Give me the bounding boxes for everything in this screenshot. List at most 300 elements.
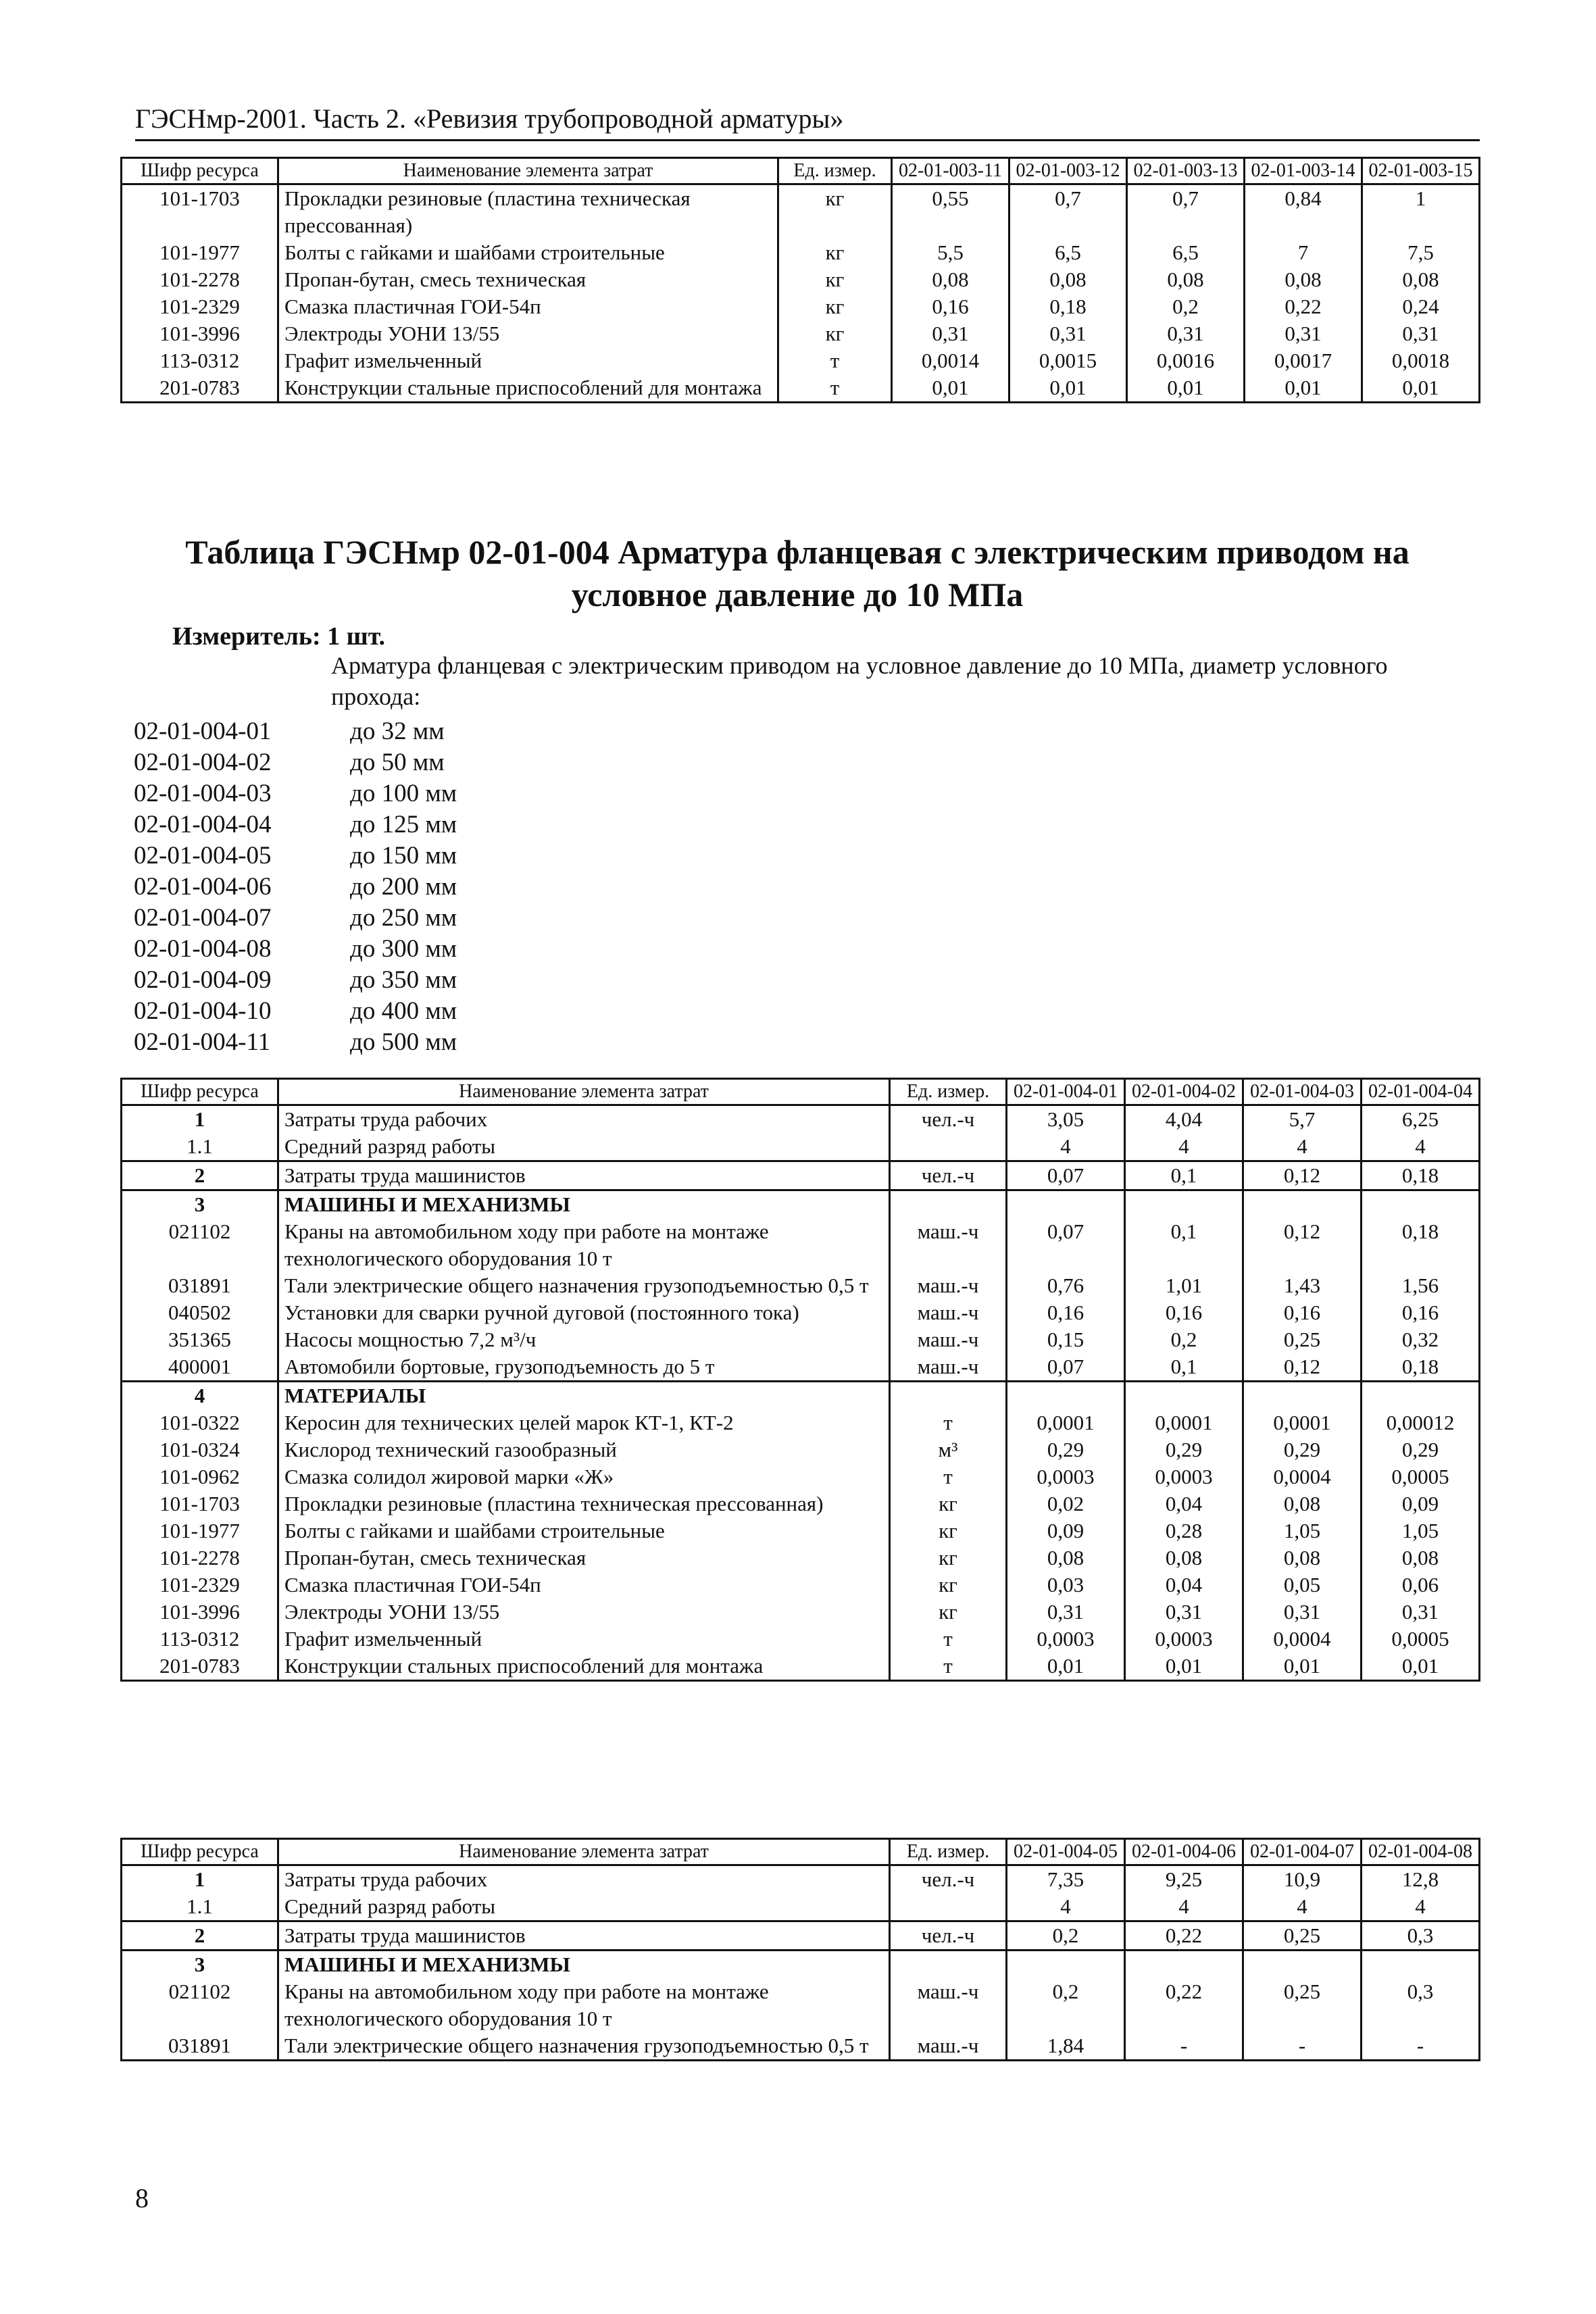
cost-value: 0,18 bbox=[1362, 1353, 1480, 1382]
table-row bbox=[122, 1490, 1480, 1517]
cost-element-name: Затраты труда рабочих bbox=[278, 1865, 890, 1894]
table-row bbox=[122, 1326, 1480, 1353]
cost-element-name: Болты с гайками и шайбами строительные bbox=[278, 1517, 890, 1544]
unit-of-measure: т bbox=[890, 1463, 1007, 1490]
cost-value: 0,3 bbox=[1362, 1921, 1480, 1951]
cost-value: 0,08 bbox=[1007, 1544, 1125, 1571]
cost-value bbox=[1125, 1951, 1243, 1979]
unit-of-measure bbox=[890, 1133, 1007, 1161]
resource-code: 400001 bbox=[122, 1353, 278, 1382]
cost-table-004-part1 bbox=[120, 1078, 1480, 1682]
variant-diameter: до 100 мм bbox=[350, 780, 457, 807]
variant-item bbox=[134, 809, 457, 840]
cost-value: 4 bbox=[1362, 1893, 1480, 1921]
unit-of-measure: маш.-ч bbox=[890, 1326, 1007, 1353]
section-row bbox=[122, 1951, 1480, 1979]
cost-value: 0,0016 bbox=[1127, 347, 1245, 374]
resource-code: 101-2278 bbox=[122, 266, 278, 293]
unit-of-measure: кг bbox=[778, 184, 892, 240]
resource-code: 4 bbox=[122, 1382, 278, 1410]
header-row bbox=[122, 1839, 1480, 1865]
cost-value: 0,08 bbox=[1243, 1544, 1362, 1571]
cost-value: 0,32 bbox=[1362, 1326, 1480, 1353]
cost-value: 0,01 bbox=[1125, 1653, 1243, 1681]
cost-value: - bbox=[1362, 2032, 1480, 2061]
cost-value: 0,2 bbox=[1127, 293, 1245, 320]
table-row bbox=[122, 374, 1480, 403]
table-row bbox=[122, 1105, 1480, 1134]
measure-unit: Измеритель: 1 шт. bbox=[172, 622, 386, 651]
cost-value: 4 bbox=[1243, 1133, 1362, 1161]
resource-code: 1 bbox=[122, 1105, 278, 1134]
variant-item bbox=[134, 747, 457, 778]
cost-value bbox=[1243, 1951, 1362, 1979]
cost-value: 4 bbox=[1007, 1893, 1125, 1921]
cost-value: 0,18 bbox=[1362, 1218, 1480, 1272]
variant-code: 02-01-004-08 bbox=[134, 935, 272, 963]
resource-code: 040502 bbox=[122, 1299, 278, 1326]
cost-value: 6,5 bbox=[1009, 239, 1127, 266]
table-row bbox=[122, 1353, 1480, 1382]
cost-value: 0,2 bbox=[1007, 1978, 1125, 2032]
cost-value: 0,0004 bbox=[1243, 1463, 1362, 1490]
table-row bbox=[122, 1409, 1480, 1436]
unit-of-measure bbox=[890, 1382, 1007, 1410]
variant-code: 02-01-004-07 bbox=[134, 904, 272, 932]
unit-of-measure: т bbox=[778, 347, 892, 374]
cost-element-name: Смазка солидол жировой марки «Ж» bbox=[278, 1463, 890, 1490]
col-header-name: Наименование элемента затрат bbox=[278, 158, 778, 184]
unit-of-measure: т bbox=[890, 1409, 1007, 1436]
table-row bbox=[122, 1161, 1480, 1190]
unit-of-measure: т bbox=[890, 1626, 1007, 1653]
resource-code: 113-0312 bbox=[122, 1626, 278, 1653]
cost-value: 0,3 bbox=[1362, 1978, 1480, 2032]
cost-value: 0,04 bbox=[1125, 1571, 1243, 1599]
running-header: ГЭСНмр-2001. Часть 2. «Ревизия трубопроводной арматуры» bbox=[135, 101, 1480, 141]
unit-of-measure bbox=[890, 1893, 1007, 1921]
cost-value: 5,5 bbox=[892, 239, 1009, 266]
cost-value: 0,29 bbox=[1007, 1436, 1125, 1463]
cost-value: 0,08 bbox=[1362, 266, 1480, 293]
cost-value: 0,01 bbox=[1243, 1653, 1362, 1681]
col-header-variant: 02-01-004-06 bbox=[1125, 1839, 1243, 1865]
cost-value: 0,31 bbox=[1245, 320, 1362, 347]
cost-value: 10,9 bbox=[1243, 1865, 1362, 1894]
col-header-code: Шифр ресурса bbox=[122, 1839, 278, 1865]
cost-value: 0,29 bbox=[1243, 1436, 1362, 1463]
variant-code: 02-01-004-05 bbox=[134, 842, 272, 870]
cost-value: 0,0001 bbox=[1243, 1409, 1362, 1436]
unit-of-measure: кг bbox=[778, 320, 892, 347]
cost-value: 0,08 bbox=[1009, 266, 1127, 293]
variant-diameter: до 200 мм bbox=[350, 873, 457, 901]
cost-value: 0,08 bbox=[1127, 266, 1245, 293]
col-header-variant: 02-01-003-13 bbox=[1127, 158, 1245, 184]
unit-of-measure: маш.-ч bbox=[890, 2032, 1007, 2061]
cost-value: 0,55 bbox=[892, 184, 1009, 240]
table-head bbox=[122, 158, 1480, 184]
unit-of-measure: кг bbox=[890, 1599, 1007, 1626]
cost-value: 0,07 bbox=[1007, 1218, 1125, 1272]
variant-item bbox=[134, 934, 457, 965]
variant-code: 02-01-004-06 bbox=[134, 873, 272, 901]
cost-value: - bbox=[1125, 2032, 1243, 2061]
cost-value: 0,25 bbox=[1243, 1978, 1362, 2032]
cost-value: 0,22 bbox=[1245, 293, 1362, 320]
cost-value: 0,0001 bbox=[1125, 1409, 1243, 1436]
col-header-variant: 02-01-004-03 bbox=[1243, 1079, 1362, 1105]
cost-value: 0,08 bbox=[1125, 1544, 1243, 1571]
table-body bbox=[122, 1105, 1480, 1681]
cost-value: 3,05 bbox=[1007, 1105, 1125, 1134]
unit-of-measure: кг bbox=[778, 293, 892, 320]
cost-value: 0,04 bbox=[1125, 1490, 1243, 1517]
cost-value: 0,16 bbox=[1125, 1299, 1243, 1326]
unit-of-measure bbox=[890, 1951, 1007, 1979]
section-row bbox=[122, 1190, 1480, 1219]
unit-of-measure: маш.-ч bbox=[890, 1272, 1007, 1299]
cost-value: 0,08 bbox=[1362, 1544, 1480, 1571]
cost-value: 4 bbox=[1125, 1893, 1243, 1921]
unit-of-measure: кг bbox=[778, 239, 892, 266]
cost-element-name: Тали электрические общего назначения грузоподъемностью 0,5 т bbox=[278, 2032, 890, 2061]
cost-value: 0,28 bbox=[1125, 1517, 1243, 1544]
cost-value: 0,31 bbox=[892, 320, 1009, 347]
variant-item bbox=[134, 1027, 457, 1058]
col-header-code: Шифр ресурса bbox=[122, 1079, 278, 1105]
table-row bbox=[122, 1299, 1480, 1326]
cost-value: 0,1 bbox=[1125, 1161, 1243, 1190]
cost-value bbox=[1362, 1190, 1480, 1219]
cost-value bbox=[1007, 1190, 1125, 1219]
unit-of-measure: маш.-ч bbox=[890, 1218, 1007, 1272]
resource-code: 113-0312 bbox=[122, 347, 278, 374]
cost-value: 0,16 bbox=[892, 293, 1009, 320]
cost-value: 0,0004 bbox=[1243, 1626, 1362, 1653]
cost-value: 0,08 bbox=[892, 266, 1009, 293]
cost-value: 0,0003 bbox=[1007, 1626, 1125, 1653]
cost-value: 0,07 bbox=[1007, 1161, 1125, 1190]
resource-code: 3 bbox=[122, 1190, 278, 1219]
cost-value: 0,01 bbox=[1007, 1653, 1125, 1681]
cost-value: 7,35 bbox=[1007, 1865, 1125, 1894]
header-row bbox=[122, 158, 1480, 184]
variant-diameter: до 50 мм bbox=[350, 749, 445, 776]
cost-element-name: Затраты труда машинистов bbox=[278, 1161, 890, 1190]
table-row bbox=[122, 1133, 1480, 1161]
resource-code: 101-0324 bbox=[122, 1436, 278, 1463]
cost-value: 0,01 bbox=[1127, 374, 1245, 403]
table-body bbox=[122, 184, 1480, 403]
resource-code: 1.1 bbox=[122, 1133, 278, 1161]
cost-element-name: Автомобили бортовые, грузоподъемность до 5 т bbox=[278, 1353, 890, 1382]
col-header-variant: 02-01-003-15 bbox=[1362, 158, 1480, 184]
cost-element-name: МАТЕРИАЛЫ bbox=[278, 1382, 890, 1410]
col-header-unit: Ед. измер. bbox=[778, 158, 892, 184]
unit-of-measure: кг bbox=[890, 1517, 1007, 1544]
unit-of-measure: чел.-ч bbox=[890, 1921, 1007, 1951]
cost-value: 0,0018 bbox=[1362, 347, 1480, 374]
cost-table-004-part2 bbox=[120, 1838, 1480, 2061]
unit-of-measure: т bbox=[890, 1653, 1007, 1681]
cost-element-name: Графит измельченный bbox=[278, 347, 778, 374]
cost-element-name: Затраты труда машинистов bbox=[278, 1921, 890, 1951]
cost-element-name: Краны на автомобильном ходу при работе на монтаже технологического оборудования 10 т bbox=[278, 1978, 890, 2032]
variant-item bbox=[134, 716, 457, 747]
cost-value: 0,2 bbox=[1007, 1921, 1125, 1951]
cost-element-name: Смазка пластичная ГОИ-54п bbox=[278, 1571, 890, 1599]
cost-element-name: Насосы мощностью 7,2 м³/ч bbox=[278, 1326, 890, 1353]
cost-value: 0,08 bbox=[1243, 1490, 1362, 1517]
cost-value: 0,18 bbox=[1362, 1161, 1480, 1190]
cost-value: 0,01 bbox=[1009, 374, 1127, 403]
cost-element-name: Конструкции стальных приспособлений для монтажа bbox=[278, 1653, 890, 1681]
variant-diameter: до 32 мм bbox=[350, 718, 445, 745]
cost-value: 0,01 bbox=[1245, 374, 1362, 403]
table-row bbox=[122, 1272, 1480, 1299]
cost-value: 0,03 bbox=[1007, 1571, 1125, 1599]
table-body bbox=[122, 1865, 1480, 2061]
unit-of-measure: кг bbox=[890, 1571, 1007, 1599]
cost-element-name: Пропан-бутан, смесь техническая bbox=[278, 266, 778, 293]
cost-element-name: Установки для сварки ручной дуговой (постоянного тока) bbox=[278, 1299, 890, 1326]
cost-value: 1,84 bbox=[1007, 2032, 1125, 2061]
resource-code: 101-1977 bbox=[122, 1517, 278, 1544]
page-number: 8 bbox=[135, 2183, 149, 2213]
table-row bbox=[122, 1436, 1480, 1463]
resource-code: 1 bbox=[122, 1865, 278, 1894]
variant-code: 02-01-004-10 bbox=[134, 997, 272, 1025]
cost-value bbox=[1243, 1382, 1362, 1410]
cost-value: 0,7 bbox=[1009, 184, 1127, 240]
col-header-variant: 02-01-003-11 bbox=[892, 158, 1009, 184]
table-row bbox=[122, 1978, 1480, 2032]
col-header-unit: Ед. измер. bbox=[890, 1079, 1007, 1105]
cost-element-name: Конструкции стальные приспособлений для монтажа bbox=[278, 374, 778, 403]
variant-code: 02-01-004-04 bbox=[134, 811, 272, 838]
cost-element-name: Краны на автомобильном ходу при работе на монтаже технологического оборудования 10 т bbox=[278, 1218, 890, 1272]
cost-value: 1,01 bbox=[1125, 1272, 1243, 1299]
cost-value: 5,7 bbox=[1243, 1105, 1362, 1134]
cost-value: 0,24 bbox=[1362, 293, 1480, 320]
cost-value: 0,12 bbox=[1243, 1218, 1362, 1272]
variant-diameter: до 150 мм bbox=[350, 842, 457, 870]
cost-value: 0,1 bbox=[1125, 1218, 1243, 1272]
cost-value: 0,0003 bbox=[1007, 1463, 1125, 1490]
resource-code: 031891 bbox=[122, 1272, 278, 1299]
cost-value: 7,5 bbox=[1362, 239, 1480, 266]
resource-code: 351365 bbox=[122, 1326, 278, 1353]
table-row bbox=[122, 1218, 1480, 1272]
cost-value bbox=[1362, 1382, 1480, 1410]
cost-value: 0,06 bbox=[1362, 1571, 1480, 1599]
cost-value: 0,07 bbox=[1007, 1353, 1125, 1382]
table-row bbox=[122, 347, 1480, 374]
table-row bbox=[122, 293, 1480, 320]
cost-value: 1,56 bbox=[1362, 1272, 1480, 1299]
cost-value: 0,16 bbox=[1007, 1299, 1125, 1326]
cost-value: 0,0005 bbox=[1362, 1626, 1480, 1653]
cost-value: 1,43 bbox=[1243, 1272, 1362, 1299]
col-header-code: Шифр ресурса bbox=[122, 158, 278, 184]
variant-diameter: до 250 мм bbox=[350, 904, 457, 932]
variant-code: 02-01-004-01 bbox=[134, 718, 272, 745]
cost-value: 4,04 bbox=[1125, 1105, 1243, 1134]
cost-value bbox=[1007, 1951, 1125, 1979]
cost-element-name: Электроды УОНИ 13/55 bbox=[278, 1599, 890, 1626]
resource-code: 101-2329 bbox=[122, 1571, 278, 1599]
cost-value: 0,25 bbox=[1243, 1326, 1362, 1353]
table-row bbox=[122, 1544, 1480, 1571]
cost-value: 0,12 bbox=[1243, 1353, 1362, 1382]
cost-value: 0,76 bbox=[1007, 1272, 1125, 1299]
cost-value: 0,31 bbox=[1127, 320, 1245, 347]
cost-value: 7 bbox=[1245, 239, 1362, 266]
cost-element-name: Кислород технический газообразный bbox=[278, 1436, 890, 1463]
col-header-unit: Ед. измер. bbox=[890, 1839, 1007, 1865]
cost-value: 0,09 bbox=[1007, 1517, 1125, 1544]
unit-of-measure: маш.-ч bbox=[890, 1299, 1007, 1326]
resource-code: 021102 bbox=[122, 1218, 278, 1272]
variant-item bbox=[134, 778, 457, 809]
unit-of-measure: маш.-ч bbox=[890, 1353, 1007, 1382]
unit-of-measure: маш.-ч bbox=[890, 1978, 1007, 2032]
resource-code: 201-0783 bbox=[122, 374, 278, 403]
cost-value: 4 bbox=[1007, 1133, 1125, 1161]
cost-value: 4 bbox=[1125, 1133, 1243, 1161]
cost-element-name: МАШИНЫ И МЕХАНИЗМЫ bbox=[278, 1190, 890, 1219]
cost-value: 0,05 bbox=[1243, 1571, 1362, 1599]
resource-code: 101-0322 bbox=[122, 1409, 278, 1436]
cost-element-name: Прокладки резиновые (пластина техническая прессованная) bbox=[278, 184, 778, 240]
cost-value: 0,18 bbox=[1009, 293, 1127, 320]
cost-value: 4 bbox=[1362, 1133, 1480, 1161]
resource-code: 101-1977 bbox=[122, 239, 278, 266]
variant-code: 02-01-004-09 bbox=[134, 966, 272, 994]
variant-item bbox=[134, 996, 457, 1027]
unit-of-measure: кг bbox=[890, 1544, 1007, 1571]
table-row bbox=[122, 1865, 1480, 1894]
resource-code: 021102 bbox=[122, 1978, 278, 2032]
cost-value: 0,16 bbox=[1362, 1299, 1480, 1326]
resource-code: 031891 bbox=[122, 2032, 278, 2061]
cost-element-name: Тали электрические общего назначения грузоподъемностью 0,5 т bbox=[278, 1272, 890, 1299]
cost-element-name: Болты с гайками и шайбами строительные bbox=[278, 239, 778, 266]
unit-of-measure: кг bbox=[778, 266, 892, 293]
col-header-variant: 02-01-004-07 bbox=[1243, 1839, 1362, 1865]
table-row bbox=[122, 1463, 1480, 1490]
table-row bbox=[122, 1571, 1480, 1599]
cost-value: 0,02 bbox=[1007, 1490, 1125, 1517]
unit-of-measure: чел.-ч bbox=[890, 1105, 1007, 1134]
cost-value: 1,05 bbox=[1243, 1517, 1362, 1544]
col-header-variant: 02-01-004-01 bbox=[1007, 1079, 1125, 1105]
variant-code: 02-01-004-11 bbox=[134, 1028, 271, 1056]
variant-code: 02-01-004-03 bbox=[134, 780, 272, 807]
cost-value: 0,0001 bbox=[1007, 1409, 1125, 1436]
resource-code: 201-0783 bbox=[122, 1653, 278, 1681]
col-header-name: Наименование элемента затрат bbox=[278, 1079, 890, 1105]
col-header-name: Наименование элемента затрат bbox=[278, 1839, 890, 1865]
cost-value: 0,22 bbox=[1125, 1978, 1243, 2032]
cost-value: 4 bbox=[1243, 1893, 1362, 1921]
variant-diameter: до 400 мм bbox=[350, 997, 457, 1025]
col-header-variant: 02-01-004-02 bbox=[1125, 1079, 1243, 1105]
cost-value: 9,25 bbox=[1125, 1865, 1243, 1894]
resource-code: 2 bbox=[122, 1921, 278, 1951]
variant-item bbox=[134, 903, 457, 934]
cost-value bbox=[1362, 1951, 1480, 1979]
cost-value: 0,84 bbox=[1245, 184, 1362, 240]
cost-value: 0,7 bbox=[1127, 184, 1245, 240]
cost-element-name: Средний разряд работы bbox=[278, 1133, 890, 1161]
unit-of-measure: кг bbox=[890, 1490, 1007, 1517]
table-row bbox=[122, 2032, 1480, 2061]
table-title-line1: Таблица ГЭСНмр 02-01-004 Арматура фланцевая с электрическим приводом на bbox=[185, 533, 1410, 571]
cost-value: 0,31 bbox=[1362, 1599, 1480, 1626]
cost-value: 0,31 bbox=[1243, 1599, 1362, 1626]
cost-value: 0,09 bbox=[1362, 1490, 1480, 1517]
cost-value: 0,01 bbox=[892, 374, 1009, 403]
unit-of-measure: чел.-ч bbox=[890, 1865, 1007, 1894]
cost-element-name: Средний разряд работы bbox=[278, 1893, 890, 1921]
resource-code: 101-3996 bbox=[122, 1599, 278, 1626]
table-row bbox=[122, 266, 1480, 293]
cost-value: 0,31 bbox=[1009, 320, 1127, 347]
col-header-variant: 02-01-004-05 bbox=[1007, 1839, 1125, 1865]
col-header-variant: 02-01-003-14 bbox=[1245, 158, 1362, 184]
cost-value: 0,15 bbox=[1007, 1326, 1125, 1353]
cost-value: 0,0014 bbox=[892, 347, 1009, 374]
resource-code: 2 bbox=[122, 1161, 278, 1190]
cost-table-003 bbox=[120, 157, 1480, 403]
cost-element-name: Затраты труда рабочих bbox=[278, 1105, 890, 1134]
cost-value: 0,0015 bbox=[1009, 347, 1127, 374]
cost-value: 0,22 bbox=[1125, 1921, 1243, 1951]
cost-value: 6,25 bbox=[1362, 1105, 1480, 1134]
cost-value: 0,0005 bbox=[1362, 1463, 1480, 1490]
variant-item bbox=[134, 872, 457, 903]
variant-item bbox=[134, 840, 457, 872]
table-row bbox=[122, 1599, 1480, 1626]
cost-value: 1,05 bbox=[1362, 1517, 1480, 1544]
resource-code: 3 bbox=[122, 1951, 278, 1979]
variant-item bbox=[134, 965, 457, 996]
section-row bbox=[122, 1382, 1480, 1410]
cost-element-name: Электроды УОНИ 13/55 bbox=[278, 320, 778, 347]
table-row bbox=[122, 1517, 1480, 1544]
cost-element-name: Прокладки резиновые (пластина техническая прессованная) bbox=[278, 1490, 890, 1517]
cost-value: 0,08 bbox=[1245, 266, 1362, 293]
cost-value: 0,0017 bbox=[1245, 347, 1362, 374]
table-row bbox=[122, 239, 1480, 266]
col-header-variant: 02-01-004-04 bbox=[1362, 1079, 1480, 1105]
table-row bbox=[122, 320, 1480, 347]
variant-diameter: до 125 мм bbox=[350, 811, 457, 838]
cost-value bbox=[1125, 1382, 1243, 1410]
cost-element-name: Смазка пластичная ГОИ-54п bbox=[278, 293, 778, 320]
cost-value: 0,31 bbox=[1125, 1599, 1243, 1626]
variant-code: 02-01-004-02 bbox=[134, 749, 272, 776]
cost-value: 0,31 bbox=[1362, 320, 1480, 347]
cost-value: 0,1 bbox=[1125, 1353, 1243, 1382]
resource-code: 101-2329 bbox=[122, 293, 278, 320]
variant-diameter: до 500 мм bbox=[350, 1028, 457, 1056]
cost-value: 0,2 bbox=[1125, 1326, 1243, 1353]
col-header-variant: 02-01-004-08 bbox=[1362, 1839, 1480, 1865]
cost-element-name: Пропан-бутан, смесь техническая bbox=[278, 1544, 890, 1571]
